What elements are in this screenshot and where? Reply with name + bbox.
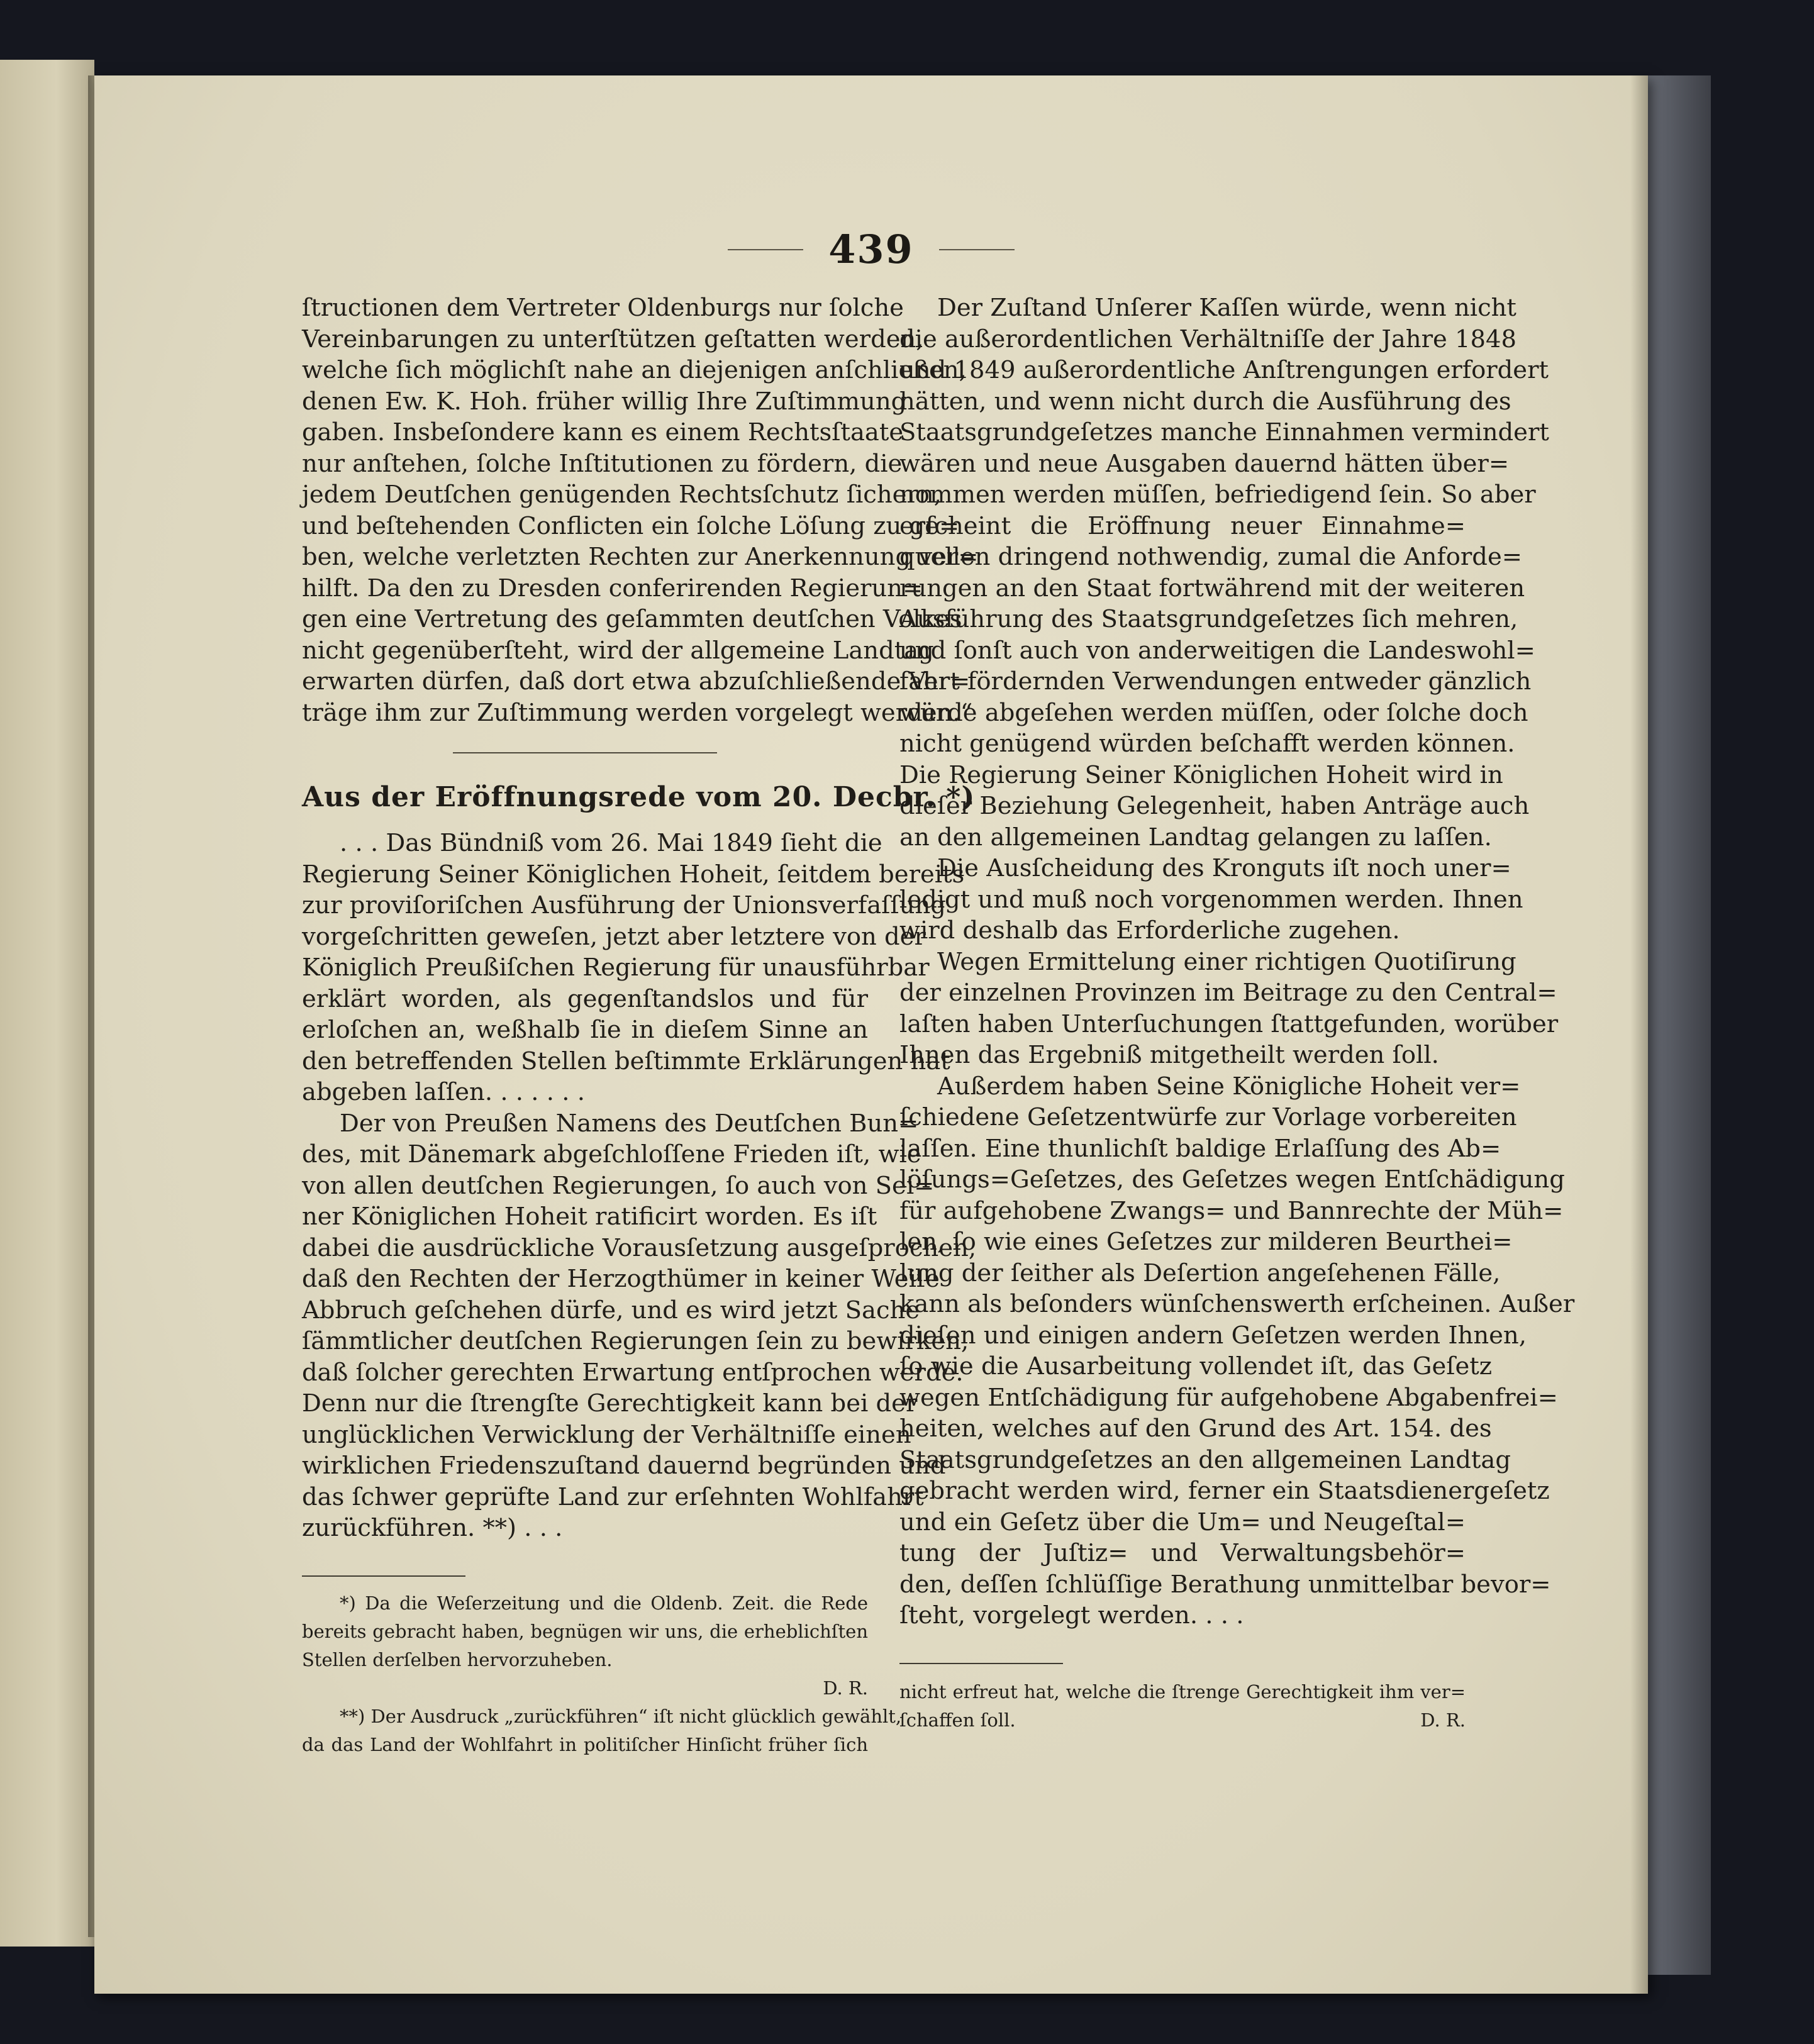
text-line: welche ſich möglichſt nahe an diejenigen anſchließen, [302, 356, 967, 384]
footnote-rule-right [899, 1663, 1063, 1664]
text-line: Der Zuſtand Unſerer Kaſſen würde, wenn nicht [937, 294, 1516, 322]
text-line: den betreffenden Stellen beſtimmte Erklärungen hat [302, 1047, 950, 1075]
text-line: gebracht werden wird, ferner ein Staatsdienergeſetz [899, 1477, 1550, 1505]
text-line: nicht erfreut hat, welche die ſtrenge Gerechtigkeit ihm ver= [899, 1680, 1466, 1702]
scanned-page [94, 75, 1648, 1994]
text-line: und ein Geſetz über die Um= und Neugeſtal= [899, 1508, 1466, 1536]
text-line: Außerdem haben Seine Königliche Hoheit ver= [937, 1072, 1521, 1101]
text-line: würde abgeſehen werden müſſen, oder ſolche doch [899, 698, 1528, 727]
text-line: gen eine Vertretung des geſammten deutſchen Volkes [302, 605, 962, 633]
text-line: nommen werden müſſen, befriedigend ſein. So aber [899, 480, 1536, 509]
text-line: wirklichen Friedenszuſtand dauernd begründen und [302, 1452, 946, 1480]
text-line: löſungs=Geſetzes, des Geſetzes wegen Entſchädigung [899, 1165, 1565, 1194]
text-line: zurückführen. **) . . . [302, 1514, 563, 1542]
text-line: von allen deutſchen Regierungen, ſo auch von Sei= [302, 1171, 935, 1200]
text-line: und 1849 außerordentliche Anſtrengungen erfordert [899, 356, 1549, 384]
right-paragraph-3 [899, 947, 1559, 1071]
text-line: Vereinbarungen zu unterſtützen geſtatten werden, [302, 325, 924, 353]
text-line: Stellen derſelben hervorzuheben. [302, 1648, 613, 1670]
text-line: vorgeſchritten geweſen, jetzt aber letztere von der [302, 922, 926, 951]
text-line: Denn nur die ſtrengſte Gerechtigkeit kann bei der [302, 1389, 918, 1418]
text-line: erklärt worden, als gegenſtandslos und für [302, 984, 868, 1013]
text-line: jedem Deutſchen genügenden Rechtsſchutz ſichern, [302, 480, 942, 509]
text-line: daß ſolcher gerechten Erwartung entſprochen werde. [302, 1358, 964, 1387]
text-line: len, ſo wie eines Geſetzes zur milderen Beurthei= [899, 1228, 1513, 1256]
text-line: des, mit Dänemark abgeſchloſſene Frieden iſt, wie [302, 1140, 921, 1169]
text-line: ledigt und muß noch vorgenommen werden. Ihnen [899, 885, 1523, 914]
text-line: unglücklichen Verwicklung der Verhältniſſe einen [302, 1420, 911, 1449]
section-separator [453, 752, 717, 753]
facing-page [0, 60, 94, 1947]
text-line: tung der Juſtiz= und Verwaltungsbehör= [899, 1539, 1466, 1567]
footnote-1-signature-line [302, 1674, 868, 1702]
text-line: und beſtehenden Conflicten ein ſolche Löſung zu ge= [302, 511, 960, 540]
left-paragraph-2 [302, 828, 965, 1108]
text-line: lung der ſeither als Deſertion angeſehenen Fälle, [899, 1258, 1501, 1287]
text-line: Abbruch geſchehen dürfe, und es wird jetzt Sache [302, 1296, 920, 1325]
text-line: dabei die ausdrückliche Vorausſetzung ausgeſprochen, [302, 1233, 977, 1262]
text-line: wären und neue Ausgaben dauernd hätten über= [899, 449, 1510, 478]
header-rule-left [728, 249, 803, 250]
text-line: quellen dringend nothwendig, zumal die Anforde= [899, 543, 1522, 571]
text-line: ſämmtlicher deutſchen Regierungen ſein zu bewirken, [302, 1327, 969, 1355]
text-line: da das Land der Wohlfahrt in politiſcher Hinſicht früher ſich [302, 1733, 868, 1755]
text-line: nicht genügend würden beſchafft werden können. [899, 730, 1515, 758]
page-number: 439 [828, 226, 914, 272]
text-line: Wegen Ermittelung einer richtigen Quotiſirung [937, 947, 1516, 976]
text-line: für aufgehobene Zwangs= und Bannrechte der Müh= [899, 1196, 1564, 1225]
text-line: kann als beſonders wünſchenswerth erſcheinen. Außer [899, 1290, 1575, 1318]
text-line: dieſer Beziehung Gelegenheit, haben Anträge auch [899, 792, 1530, 820]
text-line: heiten, welches auf den Grund des Art. 154. des [899, 1414, 1492, 1443]
text-line: und ſonſt auch von anderweitigen die Landeswohl= [899, 636, 1535, 665]
text-line: gaben. Insbeſondere kann es einem Rechtsſtaate [302, 418, 904, 447]
page-edge-shadow [1630, 75, 1648, 1994]
text-line: Ausführung des Staatsgrundgeſetzes ſich mehren, [899, 605, 1518, 633]
text-line: Königlich Preußiſchen Regierung für unausführbar [302, 953, 930, 982]
text-line: zur proviſoriſchen Ausführung der Unionsverfaſſung [302, 891, 946, 919]
text-line: **) Der Ausdruck „zurückführen“ iſt nicht glücklich gewählt, [340, 1705, 902, 1727]
text-line: hätten, und wenn nicht durch die Ausführung des [899, 387, 1511, 416]
text-line: denen Ew. K. Hoh. früher willig Ihre Zuſtimmung [302, 387, 907, 416]
text-line: Der von Preußen Namens des Deutſchen Bun= [340, 1109, 919, 1138]
text-line: daß den Rechten der Herzogthümer in keiner Weiſe [302, 1265, 940, 1293]
text-line: . . . Das Bündniß vom 26. Mai 1849 ſieht die [340, 829, 882, 857]
footnote-2-signature: D. R. [1420, 1709, 1466, 1731]
left-paragraph-1 [302, 292, 979, 728]
text-line: Ihnen das Ergebniß mitgetheilt werden ſoll. [899, 1041, 1439, 1069]
text-line: ben, welche verletzten Rechten zur Anerkennung ver= [302, 543, 979, 571]
text-line: der einzelnen Provinzen im Beitrage zu den Central= [899, 979, 1557, 1007]
text-line: nur anſtehen, ſolche Inſtitutionen zu fördern, die [302, 449, 903, 478]
text-line: Staatsgrundgeſetzes an den allgemeinen Landtag [899, 1445, 1511, 1474]
text-line: laſten haben Unterſuchungen ſtattgefunden, worüber [899, 1009, 1559, 1038]
footnote-1 [302, 1589, 868, 1674]
page-header [94, 226, 1648, 272]
text-line: wegen Entſchädigung für aufgehobene Abgabenfrei= [899, 1383, 1558, 1412]
text-line: fahrt fördernden Verwendungen entweder gänzlich [899, 667, 1532, 696]
text-line: nicht gegenüberſteht, wird der allgemeine Landtag [302, 636, 934, 665]
text-line: ſchiedene Geſetzentwürfe zur Vorlage vorbereiten [899, 1103, 1517, 1131]
text-line: laſſen. Eine thunlichſt baldige Erlaſſung des Ab= [899, 1134, 1501, 1163]
right-paragraph-2 [899, 853, 1523, 947]
right-paragraph-1 [899, 292, 1549, 853]
text-line: wird deshalb das Erforderliche zugehen. [899, 916, 1400, 945]
text-line: ſtructionen dem Vertreter Oldenburgs nur ſolche [302, 294, 904, 322]
text-line: ſteht, vorgelegt werden. . . . [899, 1601, 1244, 1630]
text-line: ſo wie die Ausarbeitung vollendet iſt, das Geſetz [899, 1352, 1493, 1380]
text-line: rungen an den Staat fortwährend mit der weiteren [899, 574, 1525, 603]
text-line: die außerordentlichen Verhältniſſe der Jahre 1848 [899, 325, 1516, 353]
text-line: dieſen und einigen andern Geſetzen werden Ihnen, [899, 1321, 1527, 1350]
text-line: ner Königlichen Hoheit ratificirt worden. Es iſt [302, 1203, 877, 1231]
text-line: Regierung Seiner Königlichen Hoheit, ſeitdem bereits [302, 860, 965, 889]
right-paragraph-4 [899, 1071, 1575, 1631]
text-line: das ſchwer geprüfte Land zur erſehnten Wohlfahrt [302, 1482, 924, 1511]
text-line: erloſchen an, weßhalb ſie in dieſem Sinne an [302, 1016, 868, 1044]
left-paragraph-3 [302, 1108, 977, 1544]
text-line: hilft. Da den zu Dresden conferirenden Regierun= [302, 574, 923, 603]
text-line: abgeben laſſen. . . . . . . [302, 1078, 585, 1106]
footnote-rule-left [302, 1575, 465, 1577]
text-line: den, deſſen ſchlüſſige Berathung unmittelbar bevor= [899, 1570, 1551, 1599]
header-rule-right [939, 249, 1015, 250]
text-line: bereits gebracht haben, begnügen wir uns, die erheblichſten [302, 1620, 868, 1642]
text-line: erwarten dürfen, daß dort etwa abzuſchließende Ver= [302, 667, 971, 696]
text-line: Staatsgrundgeſetzes manche Einnahmen vermindert [899, 418, 1549, 447]
right-column [899, 292, 1575, 1735]
footnote-1-signature: D. R. [823, 1677, 868, 1699]
text-line: *) Da die Weſerzeitung und die Oldenb. Zeit. die Rede [340, 1592, 868, 1614]
text-line: an den allgemeinen Landtag gelangen zu laſſen. [899, 823, 1492, 852]
text-line: erſcheint die Eröffnung neuer Einnahme= [899, 511, 1466, 540]
text-line: Die Ausſcheidung des Kronguts iſt noch uner= [937, 854, 1511, 882]
text-line: ſchaffen ſoll. [899, 1709, 1016, 1731]
text-line: Die Regierung Seiner Königlichen Hoheit wird in [899, 760, 1503, 789]
section-title: Aus der Eröffnungsrede vom 20. Decbr. *) [302, 781, 976, 813]
text-line: träge ihm zur Zuſtimmung werden vorgelegt werden.“ [302, 698, 973, 727]
footnote-2 [302, 1702, 902, 1759]
